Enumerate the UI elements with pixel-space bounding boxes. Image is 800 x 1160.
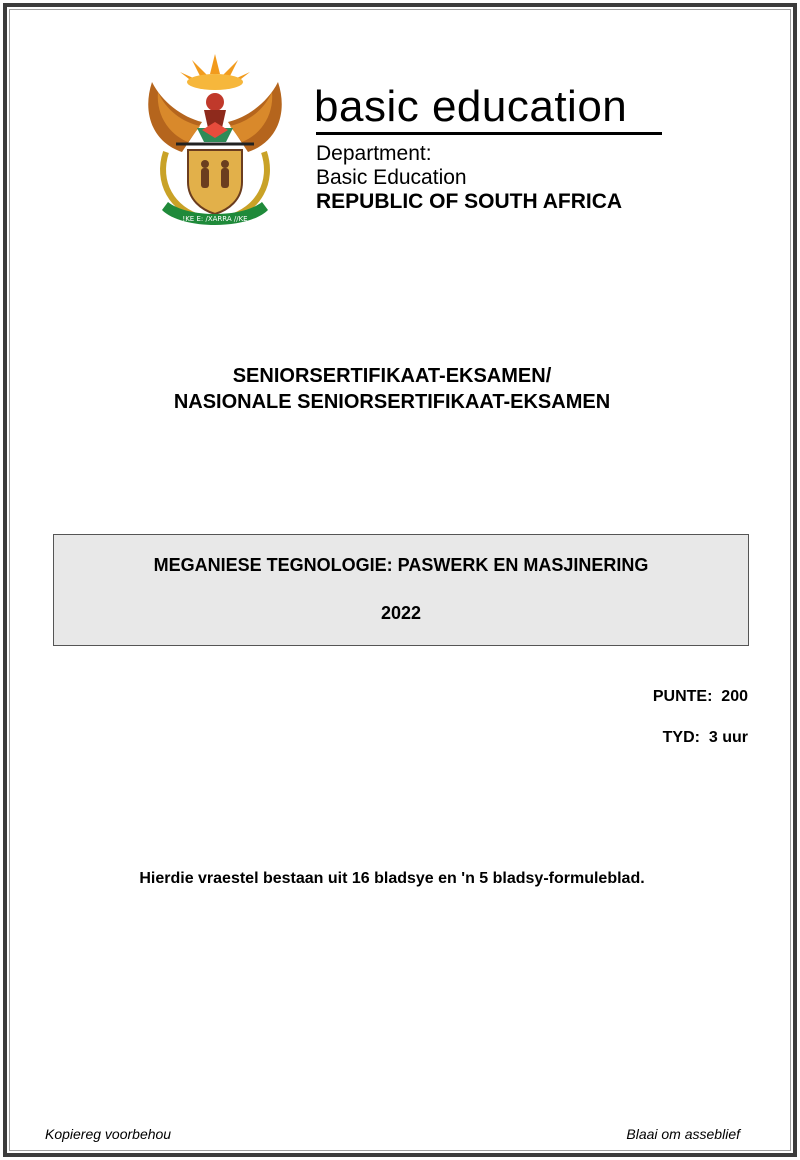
- department-name: Basic Education: [316, 166, 467, 189]
- exam-title-line1: SENIORSERTIFIKAAT-EKSAMEN/: [232, 365, 552, 387]
- country-name: REPUBLIC OF SOUTH AFRICA: [316, 190, 623, 213]
- brand-title: basic education: [314, 82, 628, 131]
- svg-text:!KE E: /XARRA //KE: !KE E: /XARRA //KE: [182, 215, 248, 223]
- brand-divider: [316, 132, 662, 135]
- turn-over-footer: Blaai om asseblief: [626, 1126, 740, 1142]
- time-label: TYD: 3 uur: [662, 729, 748, 746]
- page-count-note: Hierdie vraestel bestaan uit 16 bladsye en 'n 5 bladsy-formuleblad.: [139, 870, 645, 887]
- coat-of-arms-logo: [142, 52, 288, 232]
- marks-label: PUNTE: 200: [652, 688, 748, 705]
- subject-box: [53, 534, 749, 646]
- exam-title-line2: NASIONALE SENIORSERTIFIKAAT-EKSAMEN: [173, 391, 611, 413]
- copyright-footer: Kopiereg voorbehou: [45, 1126, 172, 1142]
- subject-year: 2022: [380, 603, 422, 623]
- subject-name: MEGANIESE TEGNOLOGIE: PASWERK EN MASJINERING: [153, 555, 649, 575]
- department-label: Department:: [316, 142, 432, 165]
